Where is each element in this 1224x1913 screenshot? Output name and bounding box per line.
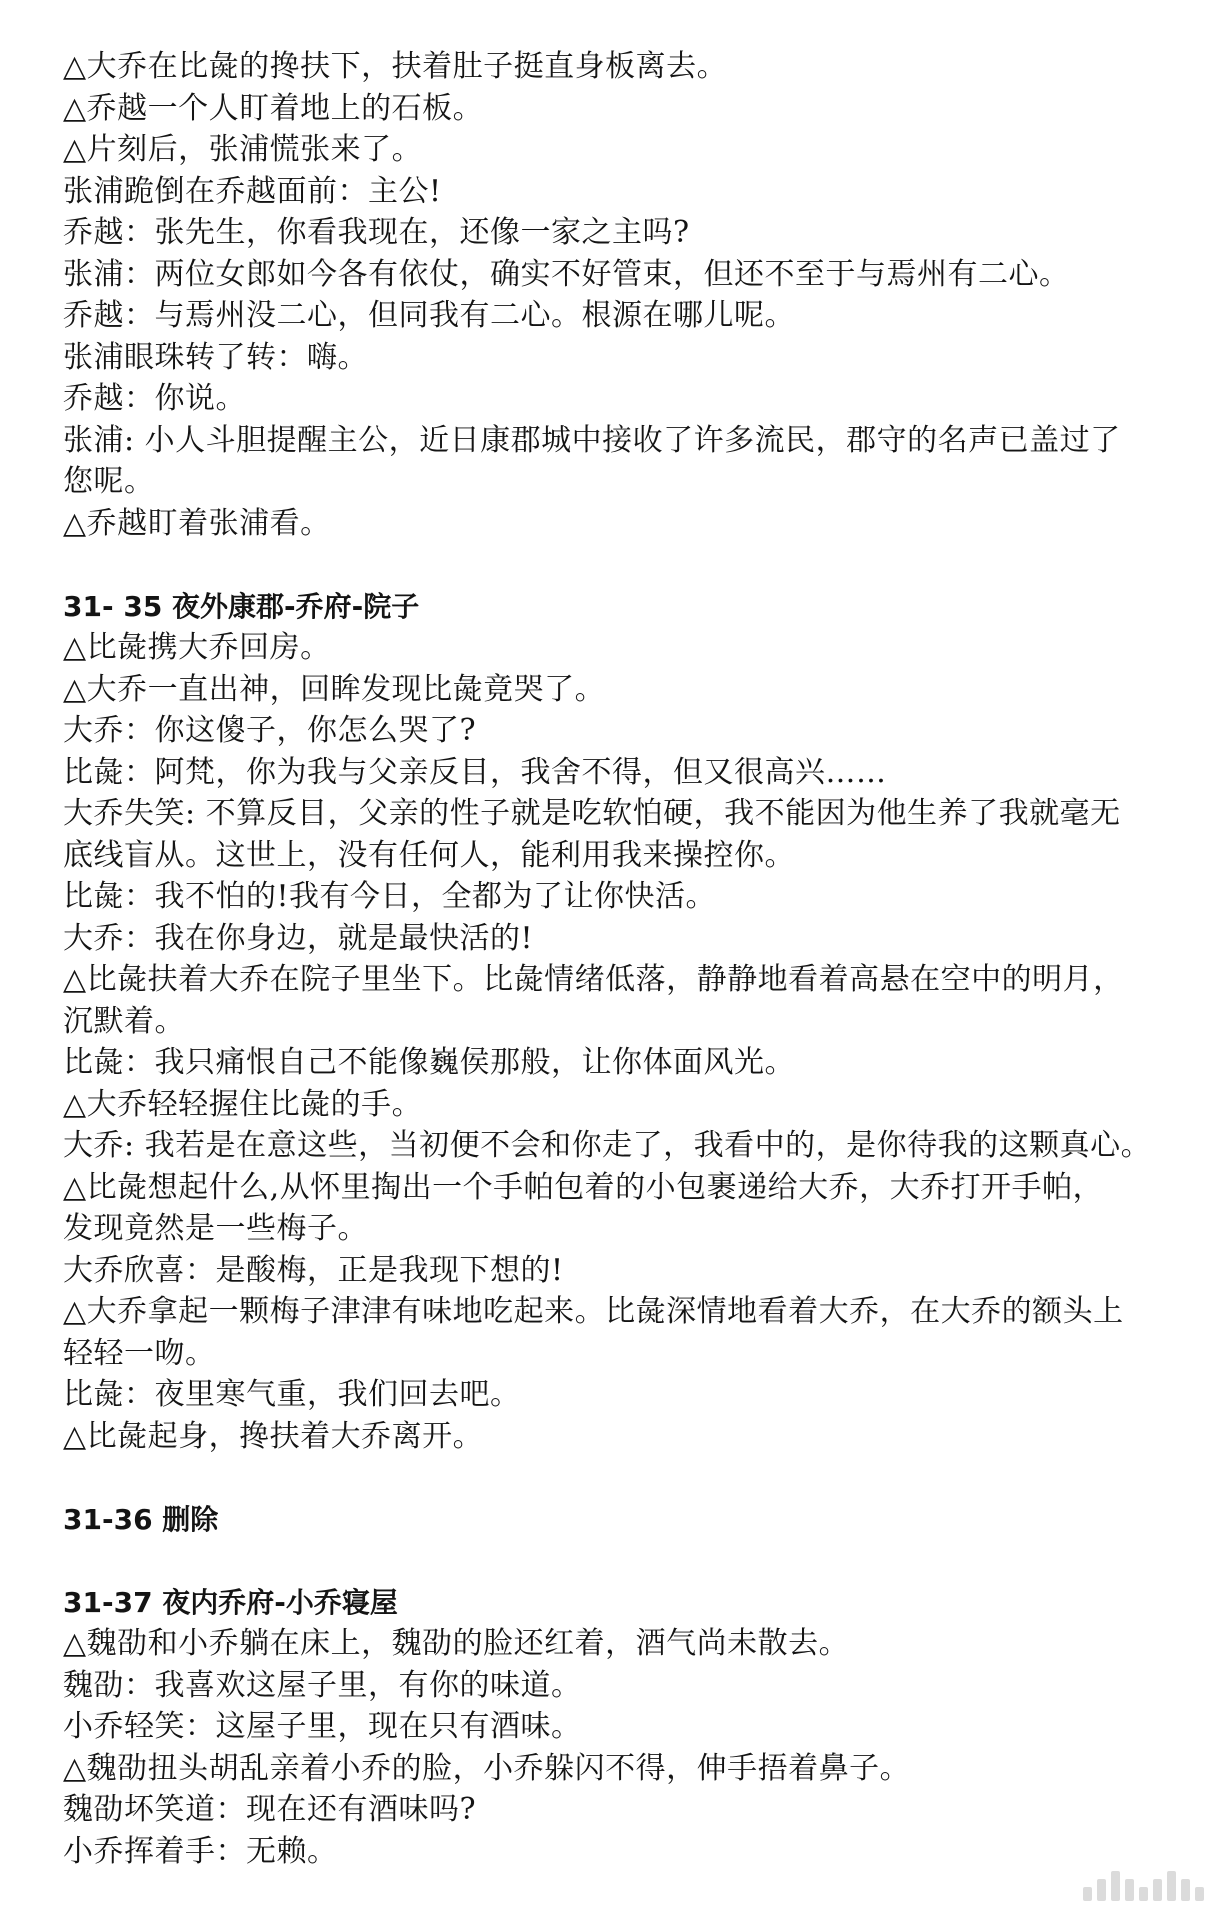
script-line: △乔越一个人盯着地上的石板。 (63, 90, 484, 126)
watermark-bars-icon (1083, 1871, 1204, 1901)
script-line: 乔越：与焉州没二心，但同我有二心。根源在哪儿呢。 (63, 298, 795, 333)
script-line: 轻轻一吻。 (63, 1335, 216, 1371)
script-line: 大乔：你这傻子，你怎么哭了? (63, 713, 477, 748)
blank-line (63, 544, 1193, 586)
script-line: 大乔：我在你身边，就是最快活的! (63, 920, 534, 956)
script-line: 大乔失笑: 不算反目，父亲的性子就是吃软怕硬，我不能因为他生养了我就毫无 (63, 796, 1121, 831)
script-line: 比彘：我只痛恨自己不能像巍侯那般，让你体面风光。 (63, 1045, 795, 1080)
script-line: 比彘：阿梵，你为我与父亲反目，我舍不得，但又很高兴…… (63, 754, 887, 790)
script-line: 乔越：张先生，你看我现在，还像一家之主吗? (63, 215, 690, 250)
script-line: 发现竟然是一些梅子。 (63, 1211, 368, 1246)
script-line: △比彘扶着大乔在院子里坐下。比彘情绪低落，静静地看着高悬在空中的明月， (63, 962, 1124, 997)
script-line: △比彘起身，搀扶着大乔离开。 (63, 1418, 484, 1454)
script-line: 您呢。 (63, 464, 155, 499)
blank-line (63, 1540, 1193, 1582)
script-line: 小乔挥着手：无赖。 (63, 1833, 338, 1869)
script-line: 底线盲从。这世上，没有任何人，能利用我来操控你。 (63, 837, 795, 873)
script-line: △大乔拿起一颗梅子津津有味地吃起来。比彘深情地看着大乔，在大乔的额头上 (63, 1294, 1124, 1329)
script-line: △大乔一直出神，回眸发现比彘竟哭了。 (63, 671, 606, 707)
script-line: △比彘想起什么,从怀里掏出一个手帕包着的小包裹递给大乔，大乔打开手帕， (63, 1169, 1104, 1205)
script-line: 大乔: 我若是在意这些，当初便不会和你走了，我看中的，是你待我的这颗真心。 (63, 1128, 1152, 1163)
script-line: 大乔欣喜：是酸梅，正是我现下想的! (63, 1252, 564, 1288)
script-line: 比彘：我不怕的!我有今日，全都为了让你快活。 (63, 879, 717, 914)
blank-line (63, 1457, 1193, 1499)
script-line: △比彘携大乔回房。 (63, 630, 331, 665)
script-line: 魏劭：我喜欢这屋子里，有你的味道。 (63, 1667, 582, 1703)
script-line: 张浦跪倒在乔越面前：主公! (63, 173, 442, 209)
script-line: △魏劭和小乔躺在床上，魏劭的脸还红着，酒气尚未散去。 (63, 1626, 850, 1661)
script-line: 魏劭坏笑道：现在还有酒味吗? (63, 1792, 477, 1827)
script-line: △魏劭扭头胡乱亲着小乔的脸，小乔躲闪不得，伸手捂着鼻子。 (63, 1750, 911, 1786)
script-line: 张浦眼珠转了转：嗨。 (63, 339, 368, 375)
scene-heading: 31- 35 夜外康郡-乔府-院子 (63, 589, 420, 623)
script-line: 乔越：你说。 (63, 381, 246, 416)
script-line: △片刻后，张浦慌张来了。 (63, 132, 423, 167)
script-line: △乔越盯着张浦看。 (63, 505, 331, 541)
script-line: 小乔轻笑：这屋子里，现在只有酒味。 (63, 1709, 582, 1744)
script-line: 比彘：夜里寒气重，我们回去吧。 (63, 1377, 521, 1412)
scene-heading: 31-37 夜内乔府-小乔寝屋 (63, 1585, 398, 1619)
script-line: 张浦：两位女郎如今各有依仗，确实不好管束，但还不至于与焉州有二心。 (63, 256, 1070, 292)
scene-heading: 31-36 删除 (63, 1502, 219, 1536)
script-line: △大乔在比彘的搀扶下，扶着肚子挺直身板离去。 (63, 49, 728, 84)
script-line: 沉默着。 (63, 1003, 185, 1039)
script-document (63, 46, 1193, 1872)
script-line: 张浦: 小人斗胆提醒主公，近日康郡城中接收了许多流民，郡守的名声已盖过了 (63, 422, 1121, 458)
script-line: △大乔轻轻握住比彘的手。 (63, 1086, 423, 1122)
